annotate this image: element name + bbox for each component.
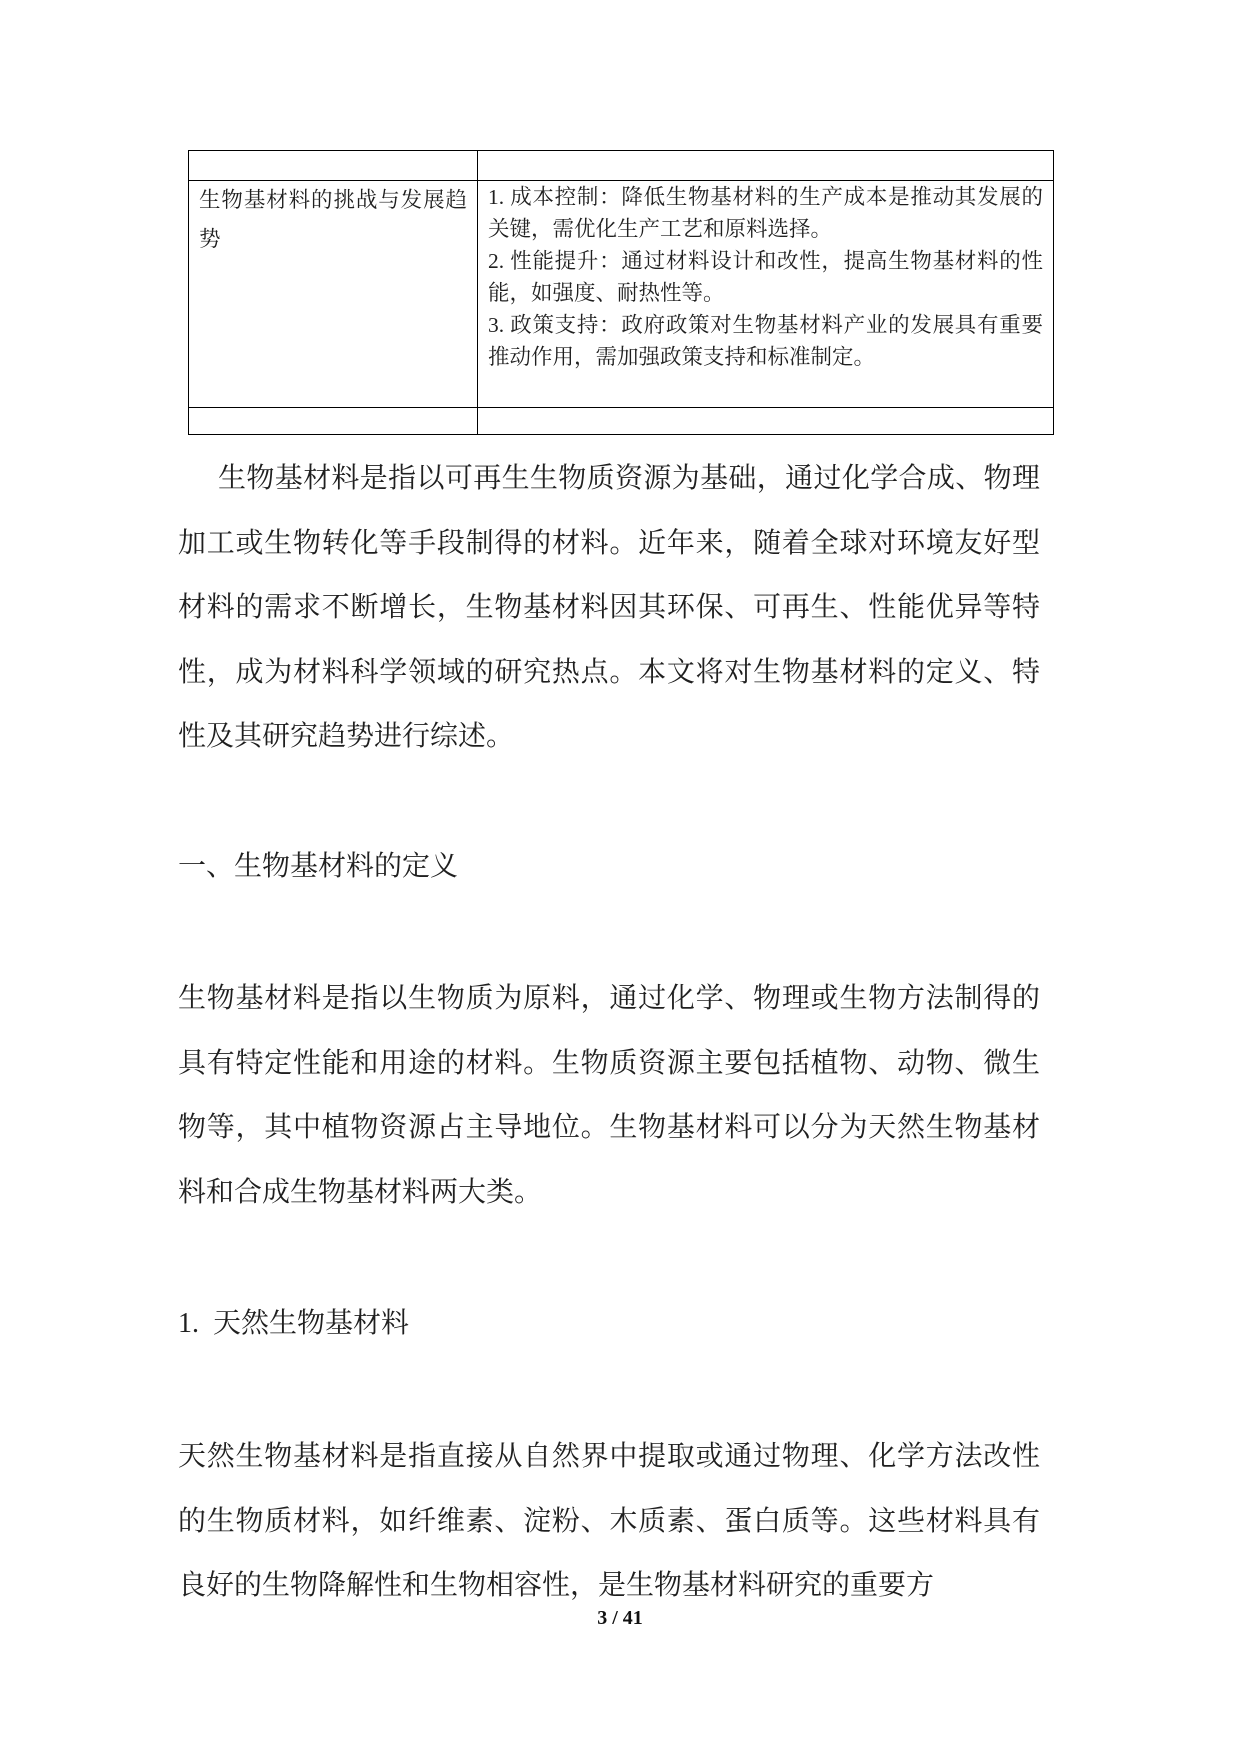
table-row-empty-bottom [189,408,1054,435]
table-cell-empty [189,408,478,435]
challenge-item-cost-control: 1. 成本控制：降低生物基材料的生产成本是推动其发展的关键，需优化生产工艺和原料选择。 [488,185,1043,241]
challenges-table [188,150,1054,435]
table-cell-topic: 生物基材料的挑战与发展趋势 [189,181,478,408]
table-cell-details [478,181,1054,408]
table-cell-empty [189,151,478,181]
section-heading-definition: 一、生物基材料的定义 [178,851,459,882]
table-row-challenges [189,181,1054,408]
natural-biobased-paragraph: 天然生物基材料是指直接从自然界中提取或通过物理、化学方法改性的生物质材料，如纤维素、淀粉、木质素、蛋白质等。这些材料具有良好的生物降解性和生物相容性，是生物基材料研究的重要方 [178,1441,1040,1601]
definition-paragraph: 生物基材料是指以生物质为原料，通过化学、物理或生物方法制得的具有特定性能和用途的材料。生物质资源主要包括植物、动物、微生物等，其中植物资源占主导地位。生物基材料可以分为天然生物基材料和合成生物基材料两大类。 [178,983,1040,1208]
table-row-empty-top [189,151,1054,181]
subsection-heading-natural-biobased: 1. 天然生物基材料 [178,1308,410,1339]
page-number: 3 / 41 [597,1607,643,1629]
table-cell-empty [478,151,1054,181]
challenge-item-policy: 3. 政策支持：政府政策对生物基材料产业的发展具有重要推动作用，需加强政策支持和标准制定。 [488,313,1043,369]
challenge-item-performance: 2. 性能提升：通过材料设计和改性，提高生物基材料的性能，如强度、耐热性等。 [488,249,1043,305]
table-cell-empty [478,408,1054,435]
intro-paragraph: 生物基材料是指以可再生生物质资源为基础，通过化学合成、物理加工或生物转化等手段制得的材料。近年来，随着全球对环境友好型材料的需求不断增长，生物基材料因其环保、可再生、性能优异等特性，成为材料科学领域的研究热点。本文将对生物基材料的定义、特性及其研究趋势进行综述。 [178,463,1040,752]
